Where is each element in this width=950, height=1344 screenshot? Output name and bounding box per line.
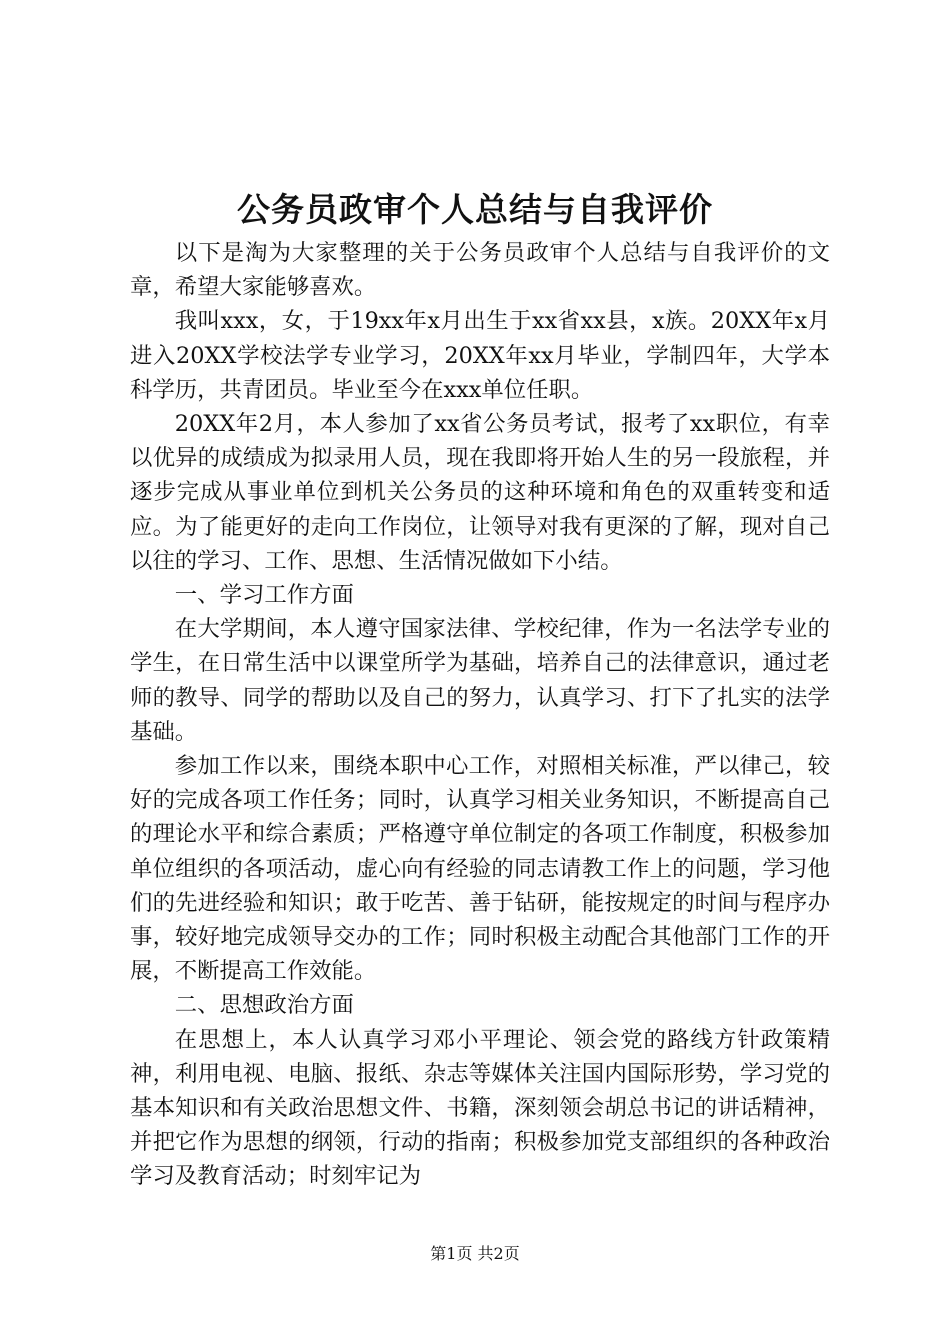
section-heading-politics: 二、思想政治方面: [174, 992, 354, 1019]
paragraph-work: 参加工作以来，围绕本职中心工作，对照相关标准，严以律己，较好的完成各项工作任务；同时，认真学习相关业务知识，不断提高自己的理论水平和综合素质；严格遵守单位制定的各项工作制度，积极参加单位组织的各项活动，虚心向有经验的同志请教工作上的问题，学习他们的先进经验和知识；敢于吃苦、善于钻研，能按规定的时间与程序办事，较好地完成领导交办的工作；同时积极主动配合其他部门工作的开展，不断提高工作效能。: [130, 753, 830, 985]
paragraph-intro: 以下是淘为大家整理的关于公务员政审个人总结与自我评价的文章，希望大家能够喜欢。: [130, 240, 830, 301]
paragraph-exam: 20XX年2月，本人参加了xx省公务员考试，报考了xx职位，有幸以优异的成绩成为拟录用人员，现在我即将开始人生的另一段旅程，并逐步完成从事业单位到机关公务员的这种环境和角色的双重转变和适应。为了能更好的走向工作岗位，让领导对我有更深的了解，现对自己以往的学习、工作、思想、生活情况做如下小结。: [130, 411, 830, 574]
paragraph-university: 在大学期间，本人遵守国家法律、学校纪律，作为一名法学专业的学生，在日常生活中以课堂所学为基础，培养自己的法律意识，通过老师的教导、同学的帮助以及自己的努力，认真学习、打下了扎实的法学基础。: [130, 616, 830, 745]
page-footer: 第1页 共2页: [430, 1244, 520, 1263]
paragraph-thought: 在思想上，本人认真学习邓小平理论、领会党的路线方针政策精神，利用电视、电脑、报纸、杂志等媒体关注国内国际形势，学习党的基本知识和有关政治思想文件、书籍，深刻领会胡总书记的讲话精神，并把它作为思想的纲领，行动的指南；积极参加党支部组织的各种政治学习及教育活动；时刻牢记为: [130, 1026, 830, 1190]
section-heading-study-work: 一、学习工作方面: [174, 582, 354, 609]
paragraph-personal-info: 我叫xxx，女，于19xx年x月出生于xx省xx县，x族。20XX年x月进入20XX学校法学专业学习，20XX年xx月毕业，学制四年，大学本科学历，共青团员。毕业至今在xxx单位任职。: [130, 308, 830, 403]
document-body: [130, 236, 830, 1194]
document-title: 公务员政审个人总结与自我评价: [237, 190, 713, 229]
